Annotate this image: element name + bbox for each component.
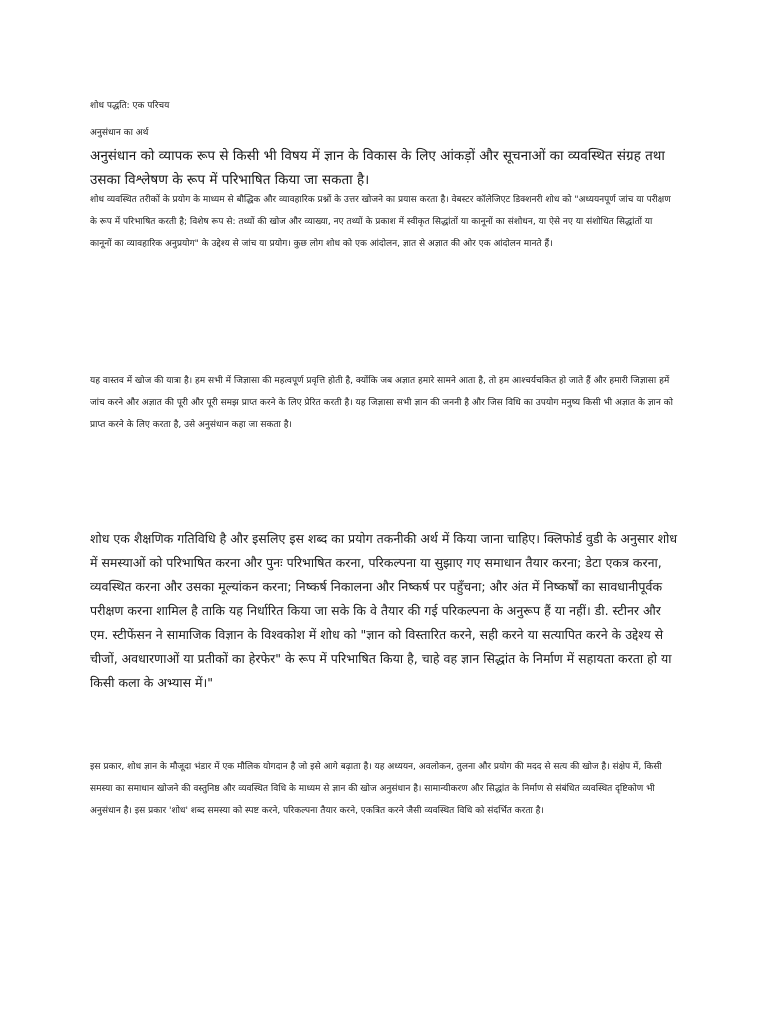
document-title: शोध पद्धति: एक परिचय: [90, 101, 170, 111]
lead-paragraph: अनुसंधान को व्यापक रूप से किसी भी विषय में ज्ञान के विकास के लिए आंकड़ों और सूचनाओं का व्यवस्थित संग्रह तथा उसका विश्लेषण के रूप में परिभाषित किया जा सकता है।: [90, 148, 665, 188]
paragraph-3: शोध एक शैक्षणिक गतिविधि है और इसलिए इस शब्द का प्रयोग तकनीकी अर्थ में किया जाना चाहिए। क्लिफोर्ड वुडी के अनुसार शोध में समस्याओं को परिभाषित करना और पुनः परिभाषित करना, परिकल्पना या सुझाए गए समाधान तैयार करना; डेटा एकत्र करना, व्यवस्थित करना और उसका मूल्यांकन करना; निष्कर्ष निकालना और निष्कर्ष पर पहुँचना; और अंत में निष्कर्षों का सावधानीपूर्वक परीक्षण करना शामिल है ताकि यह निर्धारित किया जा सके कि वे तैयार की गई परिकल्पना के अनुरूप हैं या नहीं। डी. स्टीनर और एम. स्टीफेंसन ने सामाजिक विज्ञान के विश्वकोश में शोध को "ज्ञान को विस्तारित करने, सही करने या सत्यापित करने के उद्देश्य से चीजों, अवधारणाओं या प्रतीकों का हेरफेर" के रूप में परिभाषित किया है, चाहे वह ज्ञान सिद्धांत के निर्माण में सहायता करता हो या किसी कला के अभ्यास में।": [90, 531, 678, 690]
paragraph-1: शोध व्यवस्थित तरीकों के प्रयोग के माध्यम से बौद्धिक और व्यावहारिक प्रश्नों के उत्तर खोजने का प्रयास करता है। वेबस्टर कॉलेजिएट डिक्शनरी शोध को "अध्ययनपूर्ण जांच या परीक्षण के रूप में परिभाषित करती है; विशेष रूप से: तथ्यों की खोज और व्याख्या, नए तथ्यों के प्रकाश में स्वीकृत सिद्धांतों या कानूनों का संशोधन, या ऐसे नए या संशोधित सिद्धांतों या कानूनों का व्यावहारिक अनुप्रयोग" के उद्देश्य से जांच या प्रयोग। कुछ लोग शोध को एक आंदोलन, ज्ञात से अज्ञात की ओर एक आंदोलन मानते हैं।: [90, 195, 671, 249]
section-heading: अनुसंधान का अर्थ: [90, 128, 149, 138]
paragraph-2: यह वास्तव में खोज की यात्रा है। हम सभी में जिज्ञासा की महत्वपूर्ण प्रवृत्ति होती है, क्योंकि जब अज्ञात हमारे सामने आता है, तो हम आश्चर्यचकित हो जाते हैं और हमारी जिज्ञासा हमें जांच करने और अज्ञात की पूरी और पूरी समझ प्राप्त करने के लिए प्रेरित करती है। यह जिज्ञासा सभी ज्ञान की जननी है और जिस विधि का उपयोग मनुष्य किसी भी अज्ञात के ज्ञान को प्राप्त करने के लिए करता है, उसे अनुसंधान कहा जा सकता है।: [90, 376, 673, 430]
paragraph-4: इस प्रकार, शोध ज्ञान के मौजूदा भंडार में एक मौलिक योगदान है जो इसे आगे बढ़ाता है। यह अध्ययन, अवलोकन, तुलना और प्रयोग की मदद से सत्य की खोज है। संक्षेप में, किसी समस्या का समाधान खोजने की वस्तुनिष्ठ और व्यवस्थित विधि के माध्यम से ज्ञान की खोज अनुसंधान है। सामान्यीकरण और सिद्धांत के निर्माण से संबंधित व्यवस्थित दृष्टिकोण भी अनुसंधान है। इस प्रकार 'शोध' शब्द समस्या को स्पष्ट करने, परिकल्पना तैयार करने, एकत्रित करने जैसी व्यवस्थित विधि को संदर्भित करता है।: [90, 762, 662, 816]
